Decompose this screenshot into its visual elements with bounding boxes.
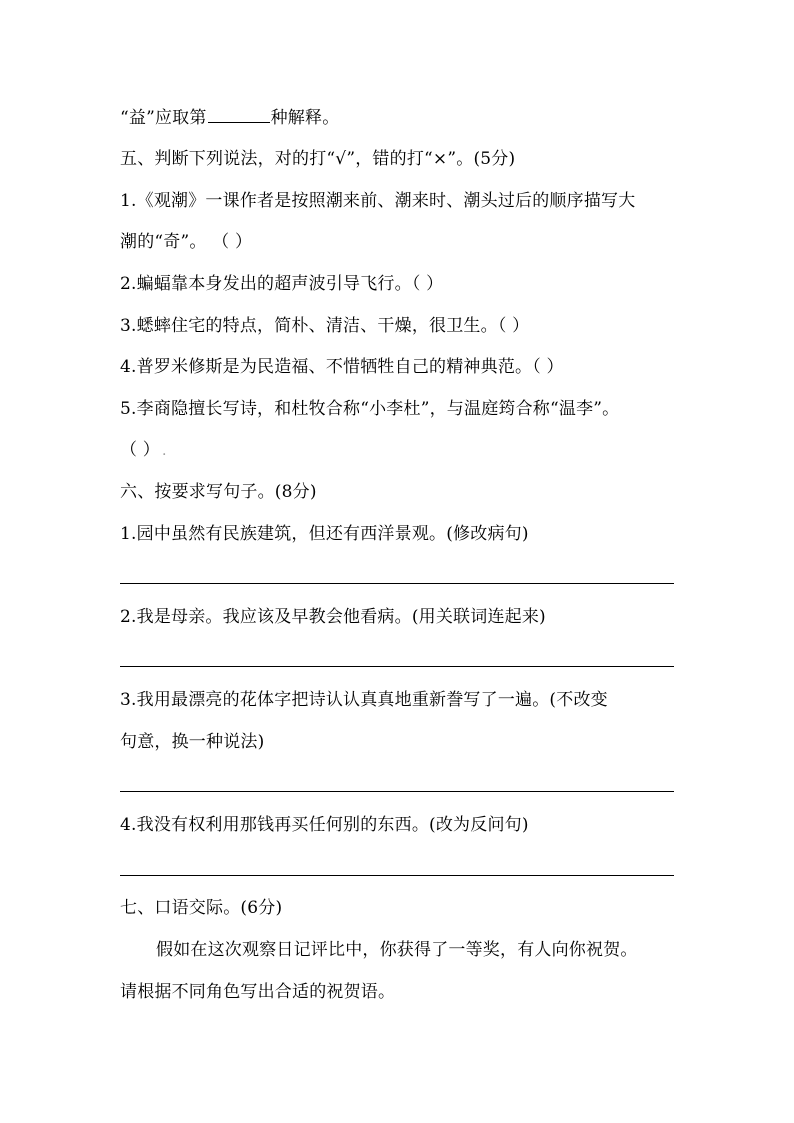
section-title-six: 六、按要求写句子。(8分)	[120, 482, 317, 502]
stray-dot: .	[162, 443, 167, 459]
oral-prompt-cont: 请根据不同角色写出合适的祝贺语。	[120, 982, 396, 1002]
sentence-question-3: 3.我用最漂亮的花体字把诗认认真真地重新誊写了一遍。(不改变	[120, 690, 608, 710]
judge-question-2: 2.蝙蝠靠本身发出的超声波引导飞行。（ ）	[120, 274, 444, 294]
question-line	[120, 106, 339, 129]
sentence-question-3-cont: 句意，换一种说法)	[120, 732, 265, 752]
judge-question-3: 3.蟋蟀住宅的特点，简朴、清洁、干燥，很卫生。（ ）	[120, 316, 530, 336]
judge-question-5-cont	[120, 439, 167, 462]
sentence-question-1: 1.园中虽然有民族建筑，但还有西洋景观。(修改病句)	[120, 524, 529, 544]
oral-prompt: 假如在这次观察日记评比中，你获得了一等奖，有人向你祝贺。	[156, 940, 638, 960]
section-title-five: 五、判断下列说法，对的打“√”，错的打“×”。(5分)	[120, 149, 516, 169]
judge-question-4: 4.普罗米修斯是为民造福、不惜牺牲自己的精神典范。（ ）	[120, 357, 564, 377]
section-title-seven: 七、口语交际。(6分)	[120, 898, 283, 918]
judge-question-1: 1.《观潮》一课作者是按照潮来前、潮来时、潮头过后的顺序描写大	[120, 191, 636, 211]
answer-line-4[interactable]	[120, 875, 674, 876]
sentence-question-2: 2.我是母亲。我应该及早教会他看病。(用关联词连起来)	[120, 607, 546, 627]
fill-blank[interactable]	[208, 106, 270, 123]
judge-question-5: 5.李商隐擅长写诗，和杜牧合称“小李杜”，与温庭筠合称“温李”。	[120, 399, 620, 419]
answer-line-1[interactable]	[120, 583, 674, 584]
answer-parentheses[interactable]: （ ）	[120, 440, 161, 460]
judge-question-1-cont: 潮的“奇”。 （ ）	[120, 232, 253, 252]
question-text: 种解释。	[270, 108, 340, 128]
question-text: “益”应取第	[120, 108, 207, 128]
answer-line-2[interactable]	[120, 666, 674, 667]
answer-line-3[interactable]	[120, 791, 674, 792]
sentence-question-4: 4.我没有权利用那钱再买任何别的东西。(改为反问句)	[120, 815, 529, 835]
